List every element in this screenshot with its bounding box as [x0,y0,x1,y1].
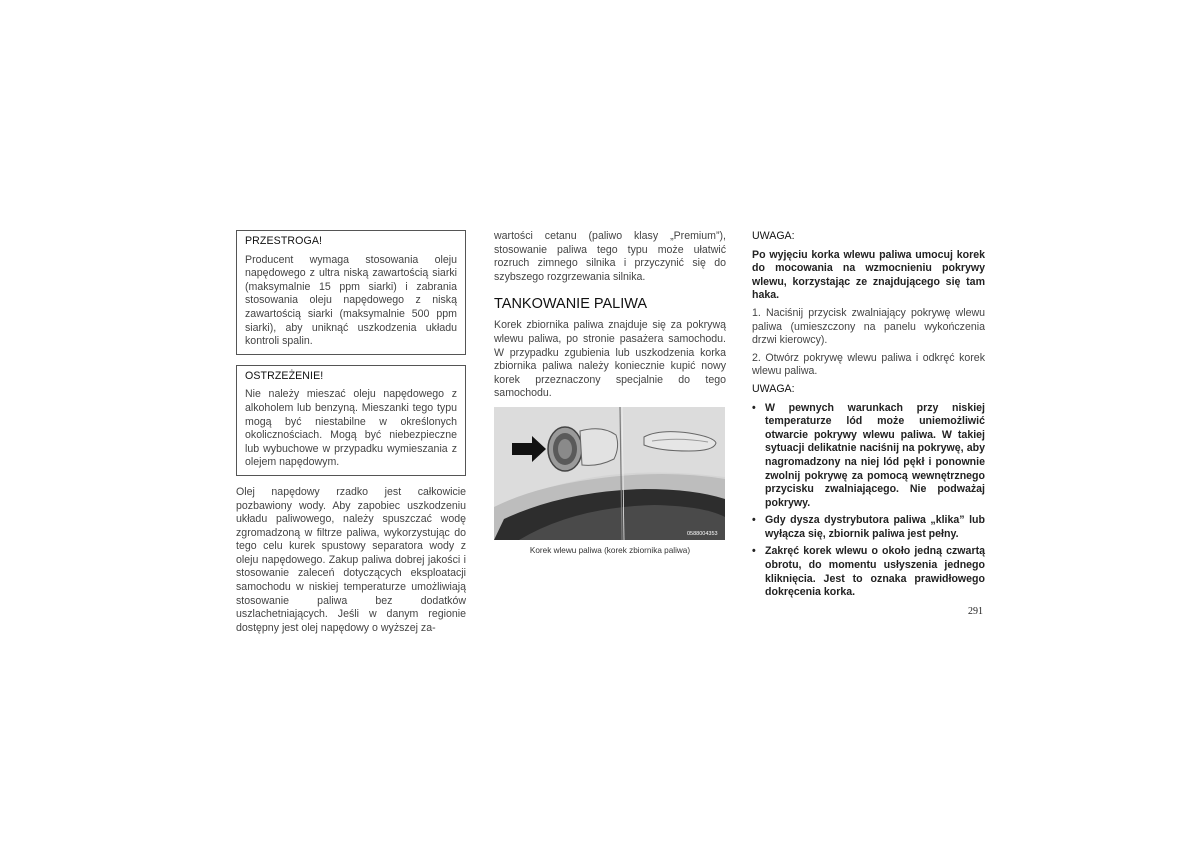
column-right [752,230,985,604]
bullet-icon: • [752,545,756,558]
diesel-water-paragraph: Olej napędowy rzadko jest całkowicie pozbawiony wody. Aby zapobiec uszkodzeniu układu paliwowego, należy spuszczać wodę zgromadzoną w filtrze paliwa, wykorzystując do tego celu kurek spustowy separatora wody z oleju napędowego. Zakup paliwa dobrej jakości i stosowanie zaleceń dotyczących eksploatacji samochodu w niskiej temperaturze umożliwiają stosowanie paliwa bez dodatków uszlachetniających. Jeśli w danym regionie dostępny jest olej napędowy o wyższej za- [236,485,466,634]
list-item [752,545,985,599]
bullet-text: W pewnych warunkach przy niskiej temperaturze lód może uniemożliwić otwarcie pokrywy wlewu paliwa. W takiej sytuacji delikatnie naciśnij na pokrywę, aby nagromadzony na niej lód pękł i ponownie zwolnij pokrywę za pomocą wewnętrznego przycisku zwalniającego. Nie podważaj pokrywy. [765,401,985,509]
bullet-text: Zakręć korek wlewu o około jedną czwartą obrotu, do momentu usłyszenia jednego kliknięcia. Jest to oznaka prawidłowego dokręcenia korka. [765,545,985,599]
caution-box [236,230,466,355]
column-middle [494,230,726,556]
cetane-paragraph: wartości cetanu (paliwo klasy „Premium”), stosowanie paliwa tego typu może ułatwić rozruch zimnego silnika i przyczynić się do szybszego rozgrzewania silnika. [494,230,726,283]
caution-title: PRZESTROGA! [245,235,323,247]
fuel-cap-illustration [494,407,725,540]
step-1: 1. Naciśnij przycisk zwalniający pokrywę wlewu paliwa (umieszczony na panelu wykończenia drzwi kierowcy). [752,306,985,347]
warning-title: OSTRZEŻENIE! [245,369,324,382]
note-title: UWAGA: [752,230,795,242]
warning-box [236,365,466,476]
fuel-cap-paragraph: Korek zbiornika paliwa znajduje się za pokrywą wlewu paliwa, po stronie pasażera samochodu. W przypadku zgubienia lub uszkodzenia korka zbiornika paliwa należy koniecznie kupić nowy korek przeznaczony specjalnie do tego samochodu. [494,319,726,400]
page-number: 291 [968,606,983,617]
column-left [236,230,466,635]
warning-text: Nie należy mieszać oleju napędowego z alkoholem lub benzyną. Mieszanki tego typu mogą być niestabilne w określonych okolicznościach. Mogą być niebezpieczne lub wybuchowe w przypadku wymieszania z olejem napędowym. [245,388,457,469]
figure-code: 0588004353 [687,530,718,537]
section-heading: TANKOWANIE PALIWA [494,296,648,313]
note-bullet-list [752,402,985,600]
bullet-icon: • [752,401,756,414]
caution-text: Producent wymaga stosowania oleju napędowego z ultra niską zawartością siarki (maksymalnie 15 ppm siarki) i zabrania stosowania oleju napędowego z niską zawartością siarki (maksymalnie 500 ppm siarki), aby uniknąć uszkodzenia układu kontroli spalin. [245,253,457,348]
list-item [752,402,985,511]
note-title-2: UWAGA: [752,382,795,395]
step-2: 2. Otwórz pokrywę wlewu paliwa i odkręć korek wlewu paliwa. [752,351,985,378]
bullet-text: Gdy dysza dystrybutora paliwa „klika” lub wyłącza się, zbiornik paliwa jest pełny. [765,514,985,540]
figure-caption: Korek wlewu paliwa (korek zbiornika paliwa) [529,545,691,555]
bullet-icon: • [752,514,756,527]
fuel-cap-figure [494,407,725,540]
list-item [752,514,985,541]
note-text: Po wyjęciu korka wlewu paliwa umocuj korek do mocowania na wzmocnieniu pokrywy wlewu, korzystając ze znajdującego się tam haka. [752,248,985,302]
